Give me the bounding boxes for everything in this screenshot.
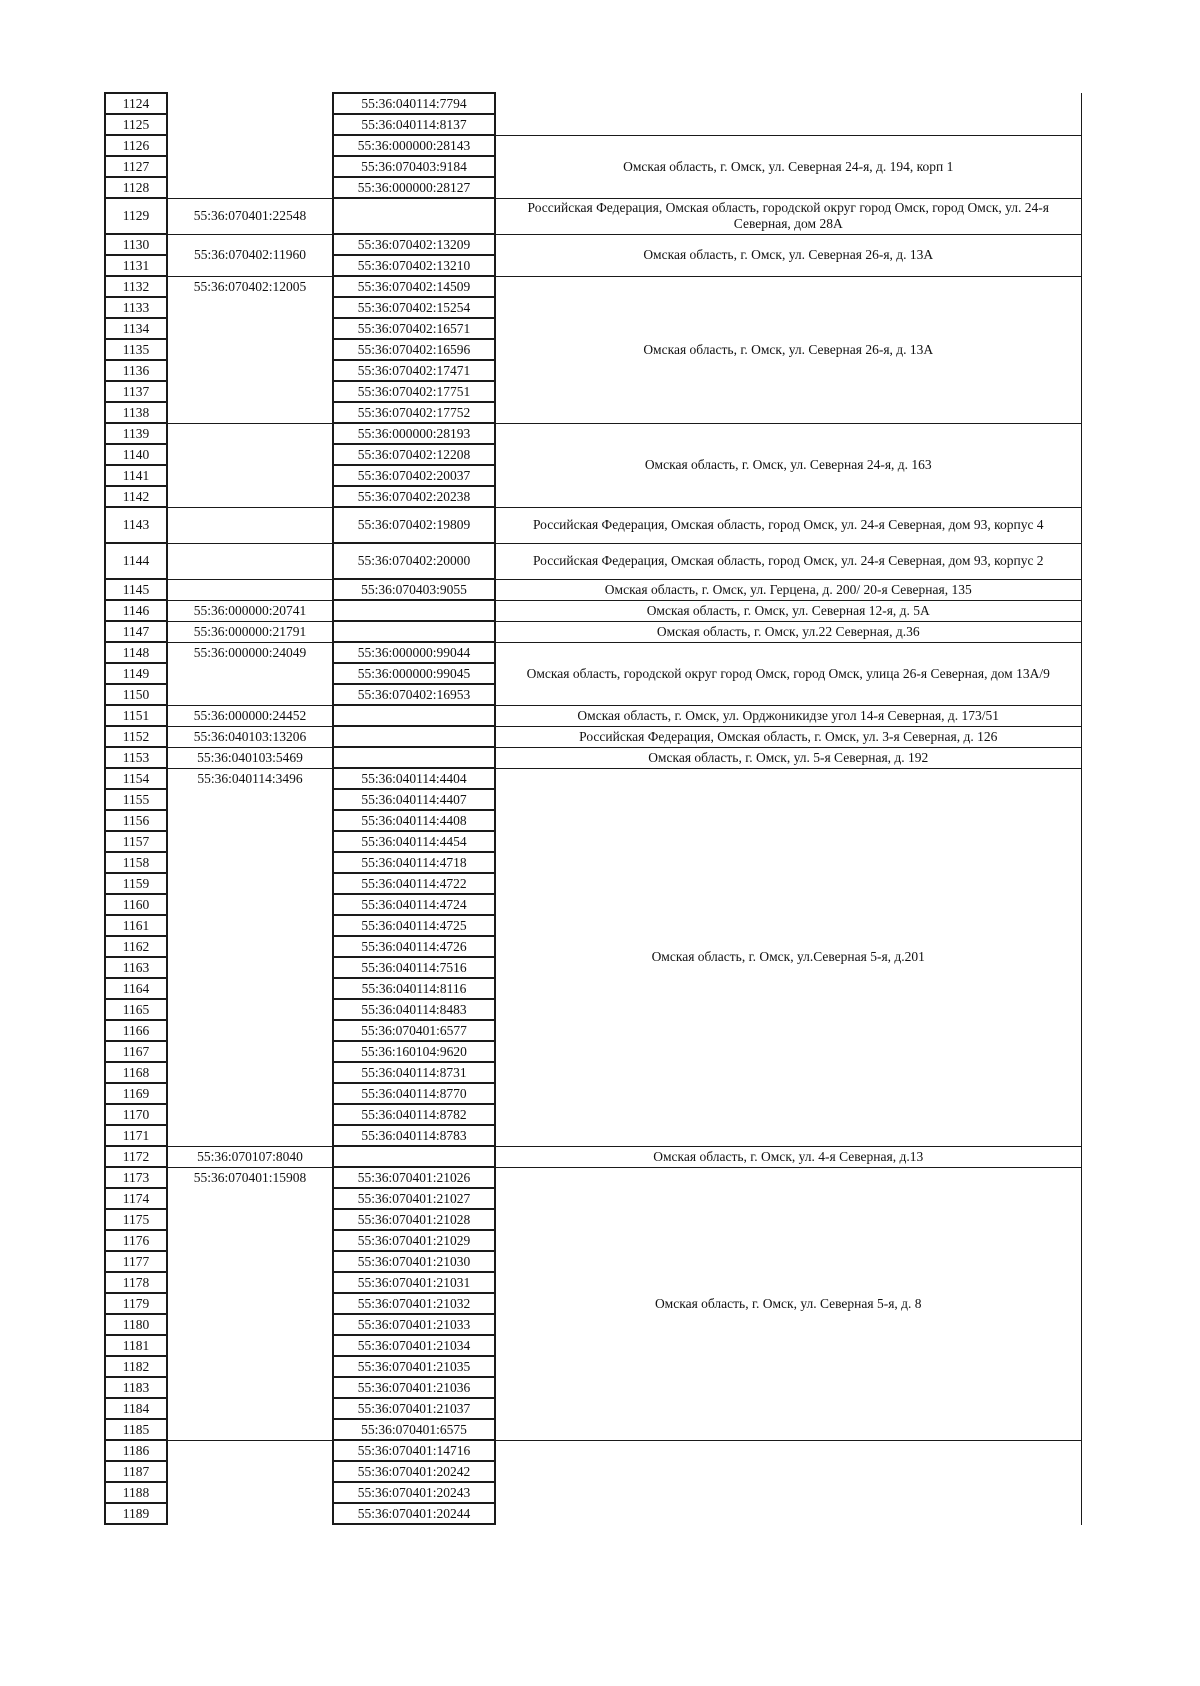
table-row bbox=[105, 507, 1081, 543]
cadastral-number-cell: 55:36:040114:8483 bbox=[333, 999, 495, 1020]
table-row bbox=[105, 1167, 1081, 1188]
row-number-cell: 1182 bbox=[105, 1356, 167, 1377]
row-number-cell: 1126 bbox=[105, 135, 167, 156]
row-number-cell: 1174 bbox=[105, 1188, 167, 1209]
address-cell: Омская область, г. Омск, ул. Северная 26-я, д. 13А bbox=[495, 276, 1081, 423]
cadastral-number-cell bbox=[333, 705, 495, 726]
cadastral-number-cell: 55:36:040114:4722 bbox=[333, 873, 495, 894]
cadastral-number-cell: 55:36:040114:4407 bbox=[333, 789, 495, 810]
cadastral-number-cell bbox=[333, 747, 495, 768]
address-cell: Омская область, г. Омск, ул. Северная 24-я, д. 163 bbox=[495, 423, 1081, 507]
row-number-cell: 1142 bbox=[105, 486, 167, 507]
cadastral-number-cell: 55:36:070401:21032 bbox=[333, 1293, 495, 1314]
row-number-cell: 1136 bbox=[105, 360, 167, 381]
cadastral-number-cell: 55:36:070402:13209 bbox=[333, 234, 495, 255]
cadastral-number-cell: 55:36:000000:28127 bbox=[333, 177, 495, 198]
parent-cadastral-number-cell: 55:36:000000:21791 bbox=[167, 621, 333, 642]
cadastral-number-cell: 55:36:070402:20238 bbox=[333, 486, 495, 507]
cadastral-number-cell: 55:36:040114:7516 bbox=[333, 957, 495, 978]
cadastral-number-cell: 55:36:070402:20037 bbox=[333, 465, 495, 486]
address-cell bbox=[495, 1440, 1081, 1524]
cadastral-number-cell: 55:36:040114:4724 bbox=[333, 894, 495, 915]
address-cell: Омская область, г. Омск, ул. Герцена, д. 200/ 20-я Северная, 135 bbox=[495, 579, 1081, 600]
cadastral-number-cell: 55:36:070401:21035 bbox=[333, 1356, 495, 1377]
row-number-cell: 1186 bbox=[105, 1440, 167, 1461]
table-row bbox=[105, 93, 1081, 114]
cadastral-number-cell: 55:36:070401:21036 bbox=[333, 1377, 495, 1398]
row-number-cell: 1188 bbox=[105, 1482, 167, 1503]
row-number-cell: 1166 bbox=[105, 1020, 167, 1041]
row-number-cell: 1164 bbox=[105, 978, 167, 999]
parent-cadastral-number-cell: 55:36:070402:11960 bbox=[167, 234, 333, 276]
cadastral-number-cell: 55:36:070402:16596 bbox=[333, 339, 495, 360]
parent-cadastral-number-cell: 55:36:070401:15908 bbox=[167, 1167, 333, 1440]
cadastral-register-table bbox=[104, 92, 1082, 1525]
row-number-cell: 1172 bbox=[105, 1146, 167, 1167]
cadastral-number-cell bbox=[333, 600, 495, 621]
cadastral-number-cell: 55:36:070402:20000 bbox=[333, 543, 495, 579]
cadastral-number-cell: 55:36:040114:8783 bbox=[333, 1125, 495, 1146]
cadastral-number-cell: 55:36:040114:4725 bbox=[333, 915, 495, 936]
parent-cadastral-number-cell: 55:36:040114:3496 bbox=[167, 768, 333, 1146]
row-number-cell: 1137 bbox=[105, 381, 167, 402]
row-number-cell: 1130 bbox=[105, 234, 167, 255]
cadastral-number-cell: 55:36:040114:8770 bbox=[333, 1083, 495, 1104]
cadastral-number-cell: 55:36:070402:13210 bbox=[333, 255, 495, 276]
table-row bbox=[105, 423, 1081, 444]
address-cell bbox=[495, 93, 1081, 135]
row-number-cell: 1153 bbox=[105, 747, 167, 768]
table-row bbox=[105, 1440, 1081, 1461]
parent-cadastral-number-cell bbox=[167, 1440, 333, 1524]
row-number-cell: 1147 bbox=[105, 621, 167, 642]
cadastral-number-cell: 55:36:070401:6575 bbox=[333, 1419, 495, 1440]
cadastral-number-cell: 55:36:070402:17752 bbox=[333, 402, 495, 423]
row-number-cell: 1148 bbox=[105, 642, 167, 663]
row-number-cell: 1176 bbox=[105, 1230, 167, 1251]
cadastral-number-cell: 55:36:070403:9055 bbox=[333, 579, 495, 600]
cadastral-number-cell: 55:36:040114:4454 bbox=[333, 831, 495, 852]
row-number-cell: 1132 bbox=[105, 276, 167, 297]
row-number-cell: 1156 bbox=[105, 810, 167, 831]
row-number-cell: 1160 bbox=[105, 894, 167, 915]
parent-cadastral-number-cell bbox=[167, 423, 333, 507]
parent-cadastral-number-cell: 55:36:000000:24452 bbox=[167, 705, 333, 726]
cadastral-number-cell: 55:36:070401:21033 bbox=[333, 1314, 495, 1335]
address-cell: Российская Федерация, Омская область, город Омск, ул. 24-я Северная, дом 93, корпус 2 bbox=[495, 543, 1081, 579]
table-row bbox=[105, 276, 1081, 297]
cadastral-number-cell: 55:36:070401:21027 bbox=[333, 1188, 495, 1209]
row-number-cell: 1145 bbox=[105, 579, 167, 600]
cadastral-number-cell bbox=[333, 621, 495, 642]
parent-cadastral-number-cell: 55:36:070107:8040 bbox=[167, 1146, 333, 1167]
row-number-cell: 1175 bbox=[105, 1209, 167, 1230]
register-table-body bbox=[105, 93, 1081, 1524]
cadastral-number-cell: 55:36:070401:6577 bbox=[333, 1020, 495, 1041]
cadastral-number-cell: 55:36:070402:17471 bbox=[333, 360, 495, 381]
row-number-cell: 1158 bbox=[105, 852, 167, 873]
table-row bbox=[105, 234, 1081, 255]
parent-cadastral-number-cell: 55:36:040103:5469 bbox=[167, 747, 333, 768]
cadastral-number-cell: 55:36:070403:9184 bbox=[333, 156, 495, 177]
cadastral-number-cell: 55:36:070401:21028 bbox=[333, 1209, 495, 1230]
row-number-cell: 1185 bbox=[105, 1419, 167, 1440]
row-number-cell: 1180 bbox=[105, 1314, 167, 1335]
row-number-cell: 1189 bbox=[105, 1503, 167, 1524]
address-cell: Омская область, г. Омск, ул. Северная 5-я, д. 8 bbox=[495, 1167, 1081, 1440]
row-number-cell: 1157 bbox=[105, 831, 167, 852]
address-cell: Омская область, городской округ город Омск, город Омск, улица 26-я Северная, дом 13А/9 bbox=[495, 642, 1081, 705]
row-number-cell: 1150 bbox=[105, 684, 167, 705]
table-row bbox=[105, 198, 1081, 234]
row-number-cell: 1141 bbox=[105, 465, 167, 486]
cadastral-number-cell bbox=[333, 1146, 495, 1167]
row-number-cell: 1125 bbox=[105, 114, 167, 135]
row-number-cell: 1149 bbox=[105, 663, 167, 684]
address-cell: Омская область, г. Омск, ул. 5-я Северная, д. 192 bbox=[495, 747, 1081, 768]
table-row bbox=[105, 579, 1081, 600]
cadastral-number-cell: 55:36:070401:21029 bbox=[333, 1230, 495, 1251]
address-cell: Омская область, г. Омск, ул. 4-я Северная, д.13 bbox=[495, 1146, 1081, 1167]
row-number-cell: 1140 bbox=[105, 444, 167, 465]
cadastral-number-cell: 55:36:070401:20243 bbox=[333, 1482, 495, 1503]
row-number-cell: 1163 bbox=[105, 957, 167, 978]
cadastral-number-cell: 55:36:070401:14716 bbox=[333, 1440, 495, 1461]
row-number-cell: 1143 bbox=[105, 507, 167, 543]
row-number-cell: 1162 bbox=[105, 936, 167, 957]
row-number-cell: 1168 bbox=[105, 1062, 167, 1083]
cadastral-number-cell: 55:36:160104:9620 bbox=[333, 1041, 495, 1062]
row-number-cell: 1187 bbox=[105, 1461, 167, 1482]
parent-cadastral-number-cell bbox=[167, 579, 333, 600]
table-row bbox=[105, 768, 1081, 789]
parent-cadastral-number-cell: 55:36:070401:22548 bbox=[167, 198, 333, 234]
row-number-cell: 1134 bbox=[105, 318, 167, 339]
table-row bbox=[105, 621, 1081, 642]
row-number-cell: 1129 bbox=[105, 198, 167, 234]
table-row bbox=[105, 726, 1081, 747]
address-cell: Российская Федерация, Омская область, городской округ город Омск, город Омск, ул. 24-я Северная, дом 28А bbox=[495, 198, 1081, 234]
cadastral-number-cell: 55:36:070402:15254 bbox=[333, 297, 495, 318]
parent-cadastral-number-cell: 55:36:000000:20741 bbox=[167, 600, 333, 621]
table-row bbox=[105, 543, 1081, 579]
parent-cadastral-number-cell bbox=[167, 543, 333, 579]
cadastral-number-cell: 55:36:070401:20242 bbox=[333, 1461, 495, 1482]
cadastral-number-cell: 55:36:070401:21030 bbox=[333, 1251, 495, 1272]
cadastral-number-cell: 55:36:040114:8731 bbox=[333, 1062, 495, 1083]
address-cell: Омская область, г. Омск, ул. Северная 12-я, д. 5А bbox=[495, 600, 1081, 621]
cadastral-number-cell: 55:36:070401:21026 bbox=[333, 1167, 495, 1188]
row-number-cell: 1152 bbox=[105, 726, 167, 747]
cadastral-number-cell: 55:36:070402:12208 bbox=[333, 444, 495, 465]
row-number-cell: 1183 bbox=[105, 1377, 167, 1398]
row-number-cell: 1131 bbox=[105, 255, 167, 276]
row-number-cell: 1177 bbox=[105, 1251, 167, 1272]
cadastral-number-cell: 55:36:070402:14509 bbox=[333, 276, 495, 297]
cadastral-number-cell: 55:36:070402:19809 bbox=[333, 507, 495, 543]
cadastral-number-cell bbox=[333, 198, 495, 234]
cadastral-number-cell: 55:36:040114:7794 bbox=[333, 93, 495, 114]
row-number-cell: 1181 bbox=[105, 1335, 167, 1356]
cadastral-number-cell: 55:36:000000:28143 bbox=[333, 135, 495, 156]
cadastral-number-cell: 55:36:040114:8782 bbox=[333, 1104, 495, 1125]
address-cell: Омская область, г. Омск, ул. Северная 26-я, д. 13А bbox=[495, 234, 1081, 276]
cadastral-number-cell: 55:36:040114:8137 bbox=[333, 114, 495, 135]
row-number-cell: 1139 bbox=[105, 423, 167, 444]
row-number-cell: 1159 bbox=[105, 873, 167, 894]
table-row bbox=[105, 642, 1081, 663]
table-row bbox=[105, 600, 1081, 621]
row-number-cell: 1165 bbox=[105, 999, 167, 1020]
address-cell: Омская область, г. Омск, ул. Орджоникидзе угол 14-я Северная, д. 173/51 bbox=[495, 705, 1081, 726]
cadastral-number-cell: 55:36:040114:4404 bbox=[333, 768, 495, 789]
table-row bbox=[105, 705, 1081, 726]
cadastral-number-cell: 55:36:040114:8116 bbox=[333, 978, 495, 999]
row-number-cell: 1161 bbox=[105, 915, 167, 936]
row-number-cell: 1135 bbox=[105, 339, 167, 360]
cadastral-number-cell: 55:36:000000:28193 bbox=[333, 423, 495, 444]
row-number-cell: 1173 bbox=[105, 1167, 167, 1188]
row-number-cell: 1146 bbox=[105, 600, 167, 621]
row-number-cell: 1170 bbox=[105, 1104, 167, 1125]
row-number-cell: 1178 bbox=[105, 1272, 167, 1293]
row-number-cell: 1179 bbox=[105, 1293, 167, 1314]
parent-cadastral-number-cell bbox=[167, 507, 333, 543]
cadastral-number-cell: 55:36:000000:99045 bbox=[333, 663, 495, 684]
address-cell: Омская область, г. Омск, ул.Северная 5-я, д.201 bbox=[495, 768, 1081, 1146]
cadastral-number-cell: 55:36:070402:17751 bbox=[333, 381, 495, 402]
row-number-cell: 1171 bbox=[105, 1125, 167, 1146]
row-number-cell: 1128 bbox=[105, 177, 167, 198]
address-cell: Омская область, г. Омск, ул. Северная 24-я, д. 194, корп 1 bbox=[495, 135, 1081, 198]
cadastral-number-cell: 55:36:040114:4408 bbox=[333, 810, 495, 831]
table-row bbox=[105, 1146, 1081, 1167]
parent-cadastral-number-cell bbox=[167, 93, 333, 198]
cadastral-number-cell: 55:36:070402:16953 bbox=[333, 684, 495, 705]
row-number-cell: 1151 bbox=[105, 705, 167, 726]
row-number-cell: 1184 bbox=[105, 1398, 167, 1419]
row-number-cell: 1155 bbox=[105, 789, 167, 810]
cadastral-number-cell: 55:36:040114:4726 bbox=[333, 936, 495, 957]
cadastral-number-cell: 55:36:070401:21031 bbox=[333, 1272, 495, 1293]
cadastral-number-cell: 55:36:070401:21037 bbox=[333, 1398, 495, 1419]
cadastral-number-cell: 55:36:070401:20244 bbox=[333, 1503, 495, 1524]
address-cell: Российская Федерация, Омская область, город Омск, ул. 24-я Северная, дом 93, корпус 4 bbox=[495, 507, 1081, 543]
table-row bbox=[105, 747, 1081, 768]
row-number-cell: 1127 bbox=[105, 156, 167, 177]
row-number-cell: 1144 bbox=[105, 543, 167, 579]
cadastral-number-cell: 55:36:040114:4718 bbox=[333, 852, 495, 873]
cadastral-number-cell: 55:36:000000:99044 bbox=[333, 642, 495, 663]
cadastral-number-cell: 55:36:070402:16571 bbox=[333, 318, 495, 339]
row-number-cell: 1138 bbox=[105, 402, 167, 423]
cadastral-number-cell: 55:36:070401:21034 bbox=[333, 1335, 495, 1356]
row-number-cell: 1169 bbox=[105, 1083, 167, 1104]
parent-cadastral-number-cell: 55:36:070402:12005 bbox=[167, 276, 333, 423]
cadastral-number-cell bbox=[333, 726, 495, 747]
row-number-cell: 1133 bbox=[105, 297, 167, 318]
address-cell: Омская область, г. Омск, ул.22 Северная, д.36 bbox=[495, 621, 1081, 642]
row-number-cell: 1124 bbox=[105, 93, 167, 114]
parent-cadastral-number-cell: 55:36:000000:24049 bbox=[167, 642, 333, 705]
row-number-cell: 1154 bbox=[105, 768, 167, 789]
row-number-cell: 1167 bbox=[105, 1041, 167, 1062]
parent-cadastral-number-cell: 55:36:040103:13206 bbox=[167, 726, 333, 747]
address-cell: Российская Федерация, Омская область, г. Омск, ул. 3-я Северная, д. 126 bbox=[495, 726, 1081, 747]
